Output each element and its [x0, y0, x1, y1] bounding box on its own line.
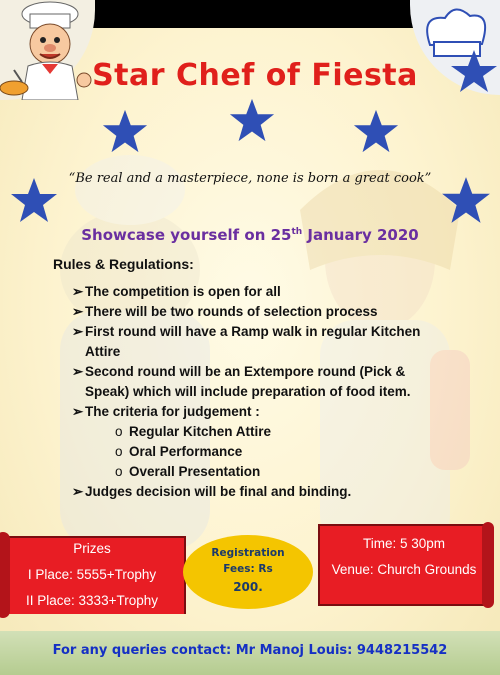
registration-label: Registration	[211, 547, 285, 559]
rule-text: First round will have a Ramp walk in regular Kitchen Attire	[85, 324, 421, 359]
arrow-bullet-icon: ➢	[72, 364, 84, 379]
chef-corner-left	[0, 0, 95, 100]
star-icon	[101, 108, 149, 156]
arrow-bullet-icon: ➢	[72, 304, 84, 319]
arrow-bullet-icon: ➢	[72, 404, 84, 419]
poster-title: Star Chef of Fiesta	[92, 58, 418, 93]
event-venue: Venue: Church Grounds	[331, 562, 477, 577]
showcase-suffix: January 2020	[302, 226, 419, 244]
showcase-prefix: Showcase yourself on 25	[81, 226, 292, 244]
registration-fees: Fees: Rs	[223, 563, 273, 575]
event-date-line	[60, 226, 440, 244]
arrow-bullet-icon: ➢	[72, 324, 84, 339]
star-icon	[228, 97, 276, 145]
rule-item	[72, 482, 442, 502]
circle-bullet-icon: o	[115, 444, 123, 459]
rule-item	[72, 282, 442, 302]
rules-heading: Rules & Regulations:	[53, 256, 194, 272]
tagline-quote: “Be real and a masterpiece, none is born a great cook”	[68, 171, 432, 186]
contact-label: For any queries contact:	[52, 643, 232, 658]
arrow-bullet-icon: ➢	[72, 484, 84, 499]
prizes-heading: Prizes	[73, 541, 111, 556]
contact-info: Mr Manoj Louis: 9448215542	[235, 643, 448, 658]
rule-text: The competition is open for all	[85, 284, 281, 299]
rule-text: Judges decision will be final and binding.	[85, 484, 352, 499]
criteria-item	[115, 442, 442, 462]
criteria-item	[115, 462, 442, 482]
star-icon	[9, 176, 59, 226]
circle-bullet-icon: o	[115, 464, 123, 479]
rule-item	[72, 322, 442, 362]
rule-item	[72, 362, 442, 402]
rule-item	[72, 302, 442, 322]
contact-line	[0, 643, 500, 658]
star-icon	[352, 108, 400, 156]
second-prize: II Place: 3333+Trophy	[26, 593, 158, 608]
registration-amount: 200.	[233, 580, 263, 594]
circle-bullet-icon: o	[115, 424, 123, 439]
criteria-list	[85, 422, 442, 482]
rule-text: There will be two rounds of selection process	[85, 304, 378, 319]
first-prize: I Place: 5555+Trophy	[27, 567, 157, 582]
rule-text: The criteria for judgement :	[85, 404, 260, 419]
star-icon	[440, 175, 492, 227]
rule-item	[72, 402, 442, 482]
criteria-item	[115, 422, 442, 442]
event-time: Time: 5 30pm	[362, 536, 446, 551]
arrow-bullet-icon: ➢	[72, 284, 84, 299]
criteria-text: Overall Presentation	[129, 464, 261, 479]
rule-text: Second round will be an Extempore round (Pick & Speak) which will include preparation of food item.	[85, 364, 411, 399]
chef-cartoon-icon	[0, 0, 95, 100]
criteria-text: Oral Performance	[129, 444, 243, 459]
showcase-sup: th	[291, 227, 303, 237]
rules-list	[72, 282, 442, 502]
criteria-text: Regular Kitchen Attire	[129, 424, 272, 439]
